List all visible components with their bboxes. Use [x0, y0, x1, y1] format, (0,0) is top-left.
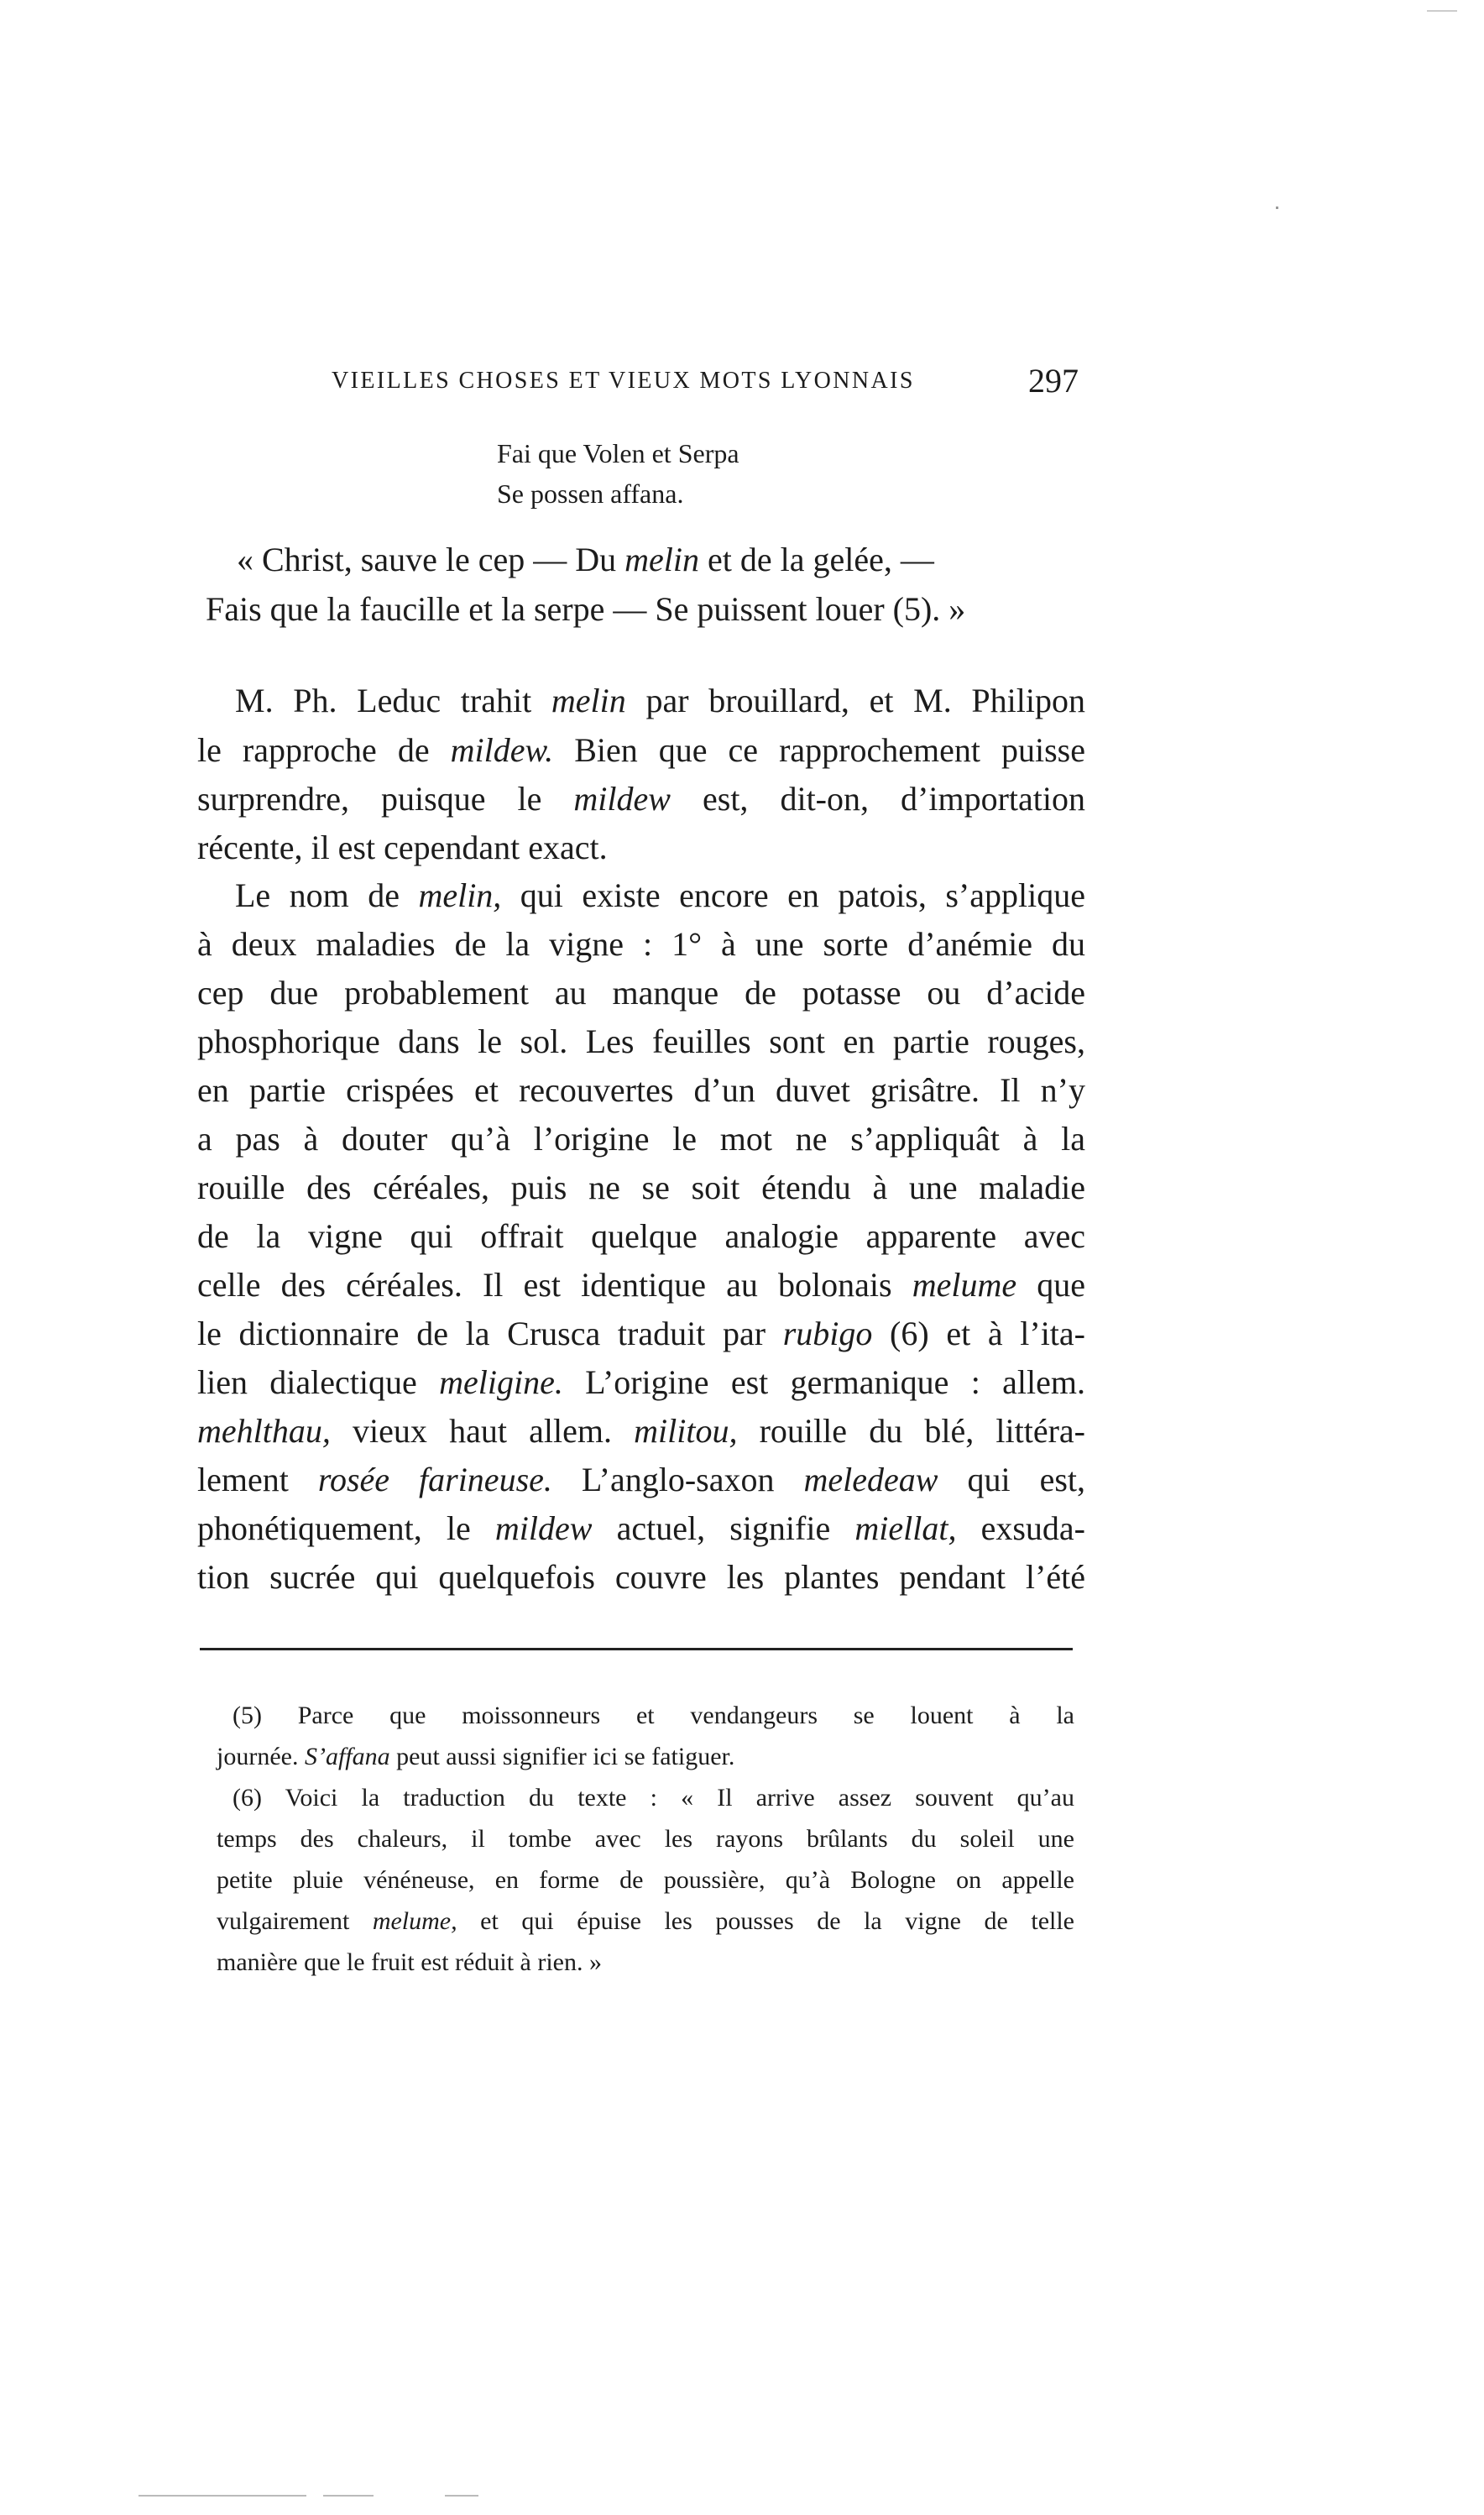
footnote-6-line: petite pluie vénéneuse, en forme de poussière, qu’à Bologne on appelle: [217, 1866, 1074, 1894]
body-line: le dictionnaire de la Crusca traduit par rubigo (6) et à l’ita-: [197, 1315, 1085, 1352]
body-line: surprendre, puisque le mildew est, dit-on, d’importation: [197, 780, 1085, 818]
scan-artifact: [445, 2495, 478, 2497]
body-line: en partie crispées et recouvertes d’un duvet grisâtre. Il n’y: [197, 1071, 1085, 1109]
footnote-5-line: (5) Parce que moissonneurs et vendangeurs se louent à la: [233, 1702, 1074, 1729]
body-line: phonétiquement, le mildew actuel, signifie miellat, exsuda-: [197, 1509, 1085, 1547]
body-line: rouille des céréales, puis ne se soit étendu à une maladie: [197, 1169, 1085, 1206]
body-line: lement rosée farineuse. L’anglo-saxon meledeaw qui est,: [197, 1461, 1086, 1498]
body-line: Le nom de melin, qui existe encore en patois, s’applique: [235, 876, 1085, 914]
footnote-5-line: journée. S’affana peut aussi signifier ici se fatiguer.: [217, 1743, 735, 1770]
body-line: tion sucrée qui quelquefois couvre les plantes pendant l’été: [197, 1558, 1085, 1596]
verse-line-2: Se possen affana.: [497, 478, 684, 509]
scan-artifact: [138, 2495, 306, 2497]
footnote-6-line: manière que le fruit est réduit à rien. »: [217, 1948, 602, 1976]
body-line: le rapproche de mildew. Bien que ce rapprochement puisse: [197, 731, 1085, 769]
scan-artifact: [1276, 207, 1278, 209]
footnote-rule: [200, 1648, 1073, 1650]
body-line: de la vigne qui offrait quelque analogie apparente avec: [197, 1217, 1085, 1255]
body-line: celle des céréales. Il est identique au bolonais melume que: [197, 1266, 1086, 1304]
body-line: a pas à douter qu’à l’origine le mot ne s’appliquât à la: [197, 1120, 1085, 1158]
translation-line-2: Fais que la faucille et la serpe — Se puissent louer (5). »: [206, 590, 966, 628]
body-line: phosphorique dans le sol. Les feuilles sont en partie rouges,: [197, 1022, 1085, 1060]
running-title: VIEILLES CHOSES ET VIEUX MOTS LYONNAIS: [332, 368, 915, 394]
body-line: récente, il est cependant exact.: [197, 829, 608, 866]
body-line: cep due probablement au manque de potasse ou d’acide: [197, 974, 1085, 1012]
footnote-6-line: temps des chaleurs, il tombe avec les rayons brûlants du soleil une: [217, 1825, 1074, 1853]
scan-artifact: [323, 2495, 374, 2497]
body-line: à deux maladies de la vigne : 1° à une sorte d’anémie du: [197, 925, 1085, 963]
verse-line-1: Fai que Volen et Serpa: [497, 438, 739, 468]
translation-line-1: « Christ, sauve le cep — Du melin et de la gelée, —: [237, 541, 934, 578]
body-line: M. Ph. Leduc trahit melin par brouillard, et M. Philipon: [235, 682, 1085, 719]
body-line: mehlthau, vieux haut allem. militou, rouille du blé, littéra-: [197, 1412, 1085, 1450]
body-line: lien dialectique meligine. L’origine est germanique : allem.: [197, 1363, 1085, 1401]
footnote-6-line: vulgairement melume, et qui épuise les pousses de la vigne de telle: [217, 1907, 1074, 1935]
page-number: 297: [1028, 362, 1079, 400]
footnote-6-line: (6) Voici la traduction du texte : « Il arrive assez souvent qu’au: [233, 1784, 1074, 1812]
scan-artifact: [1427, 10, 1457, 12]
